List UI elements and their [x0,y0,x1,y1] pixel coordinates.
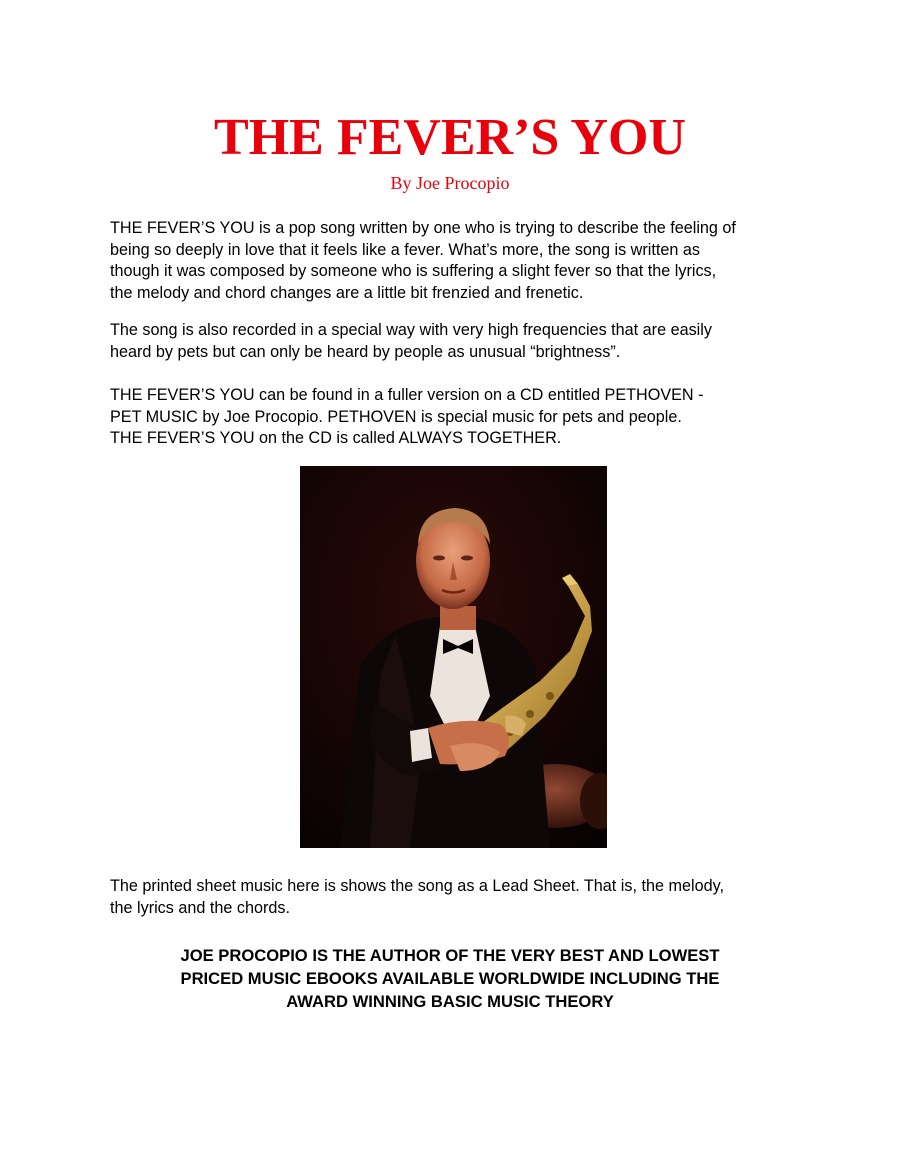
author-byline: By Joe Procopio [390,173,510,193]
intro-line: THE FEVER’S YOU is a pop song written by one who is trying to describe the feeling of [110,219,736,237]
cd-line: PET MUSIC by Joe Procopio. PETHOVEN is special music for pets and people. [110,407,682,426]
lead-sheet-paragraph [110,876,810,919]
cd-line: THE FEVER’S YOU can be found in a fuller version on a CD entitled PETHOVEN - [110,386,704,404]
recording-line: heard by pets but can only be heard by people as unusual “brightness”. [110,342,621,361]
recording-line: The song is also recorded in a special way with very high frequencies that are easily [110,321,712,339]
lead-sheet-line: The printed sheet music here is shows the song as a Lead Sheet. That is, the melody, [110,877,724,895]
cd-paragraph [110,385,810,450]
author-promo [0,944,900,1013]
intro-line: though it was composed by someone who is suffering a slight fever so that the lyrics, [110,262,717,281]
intro-line: being so deeply in love that it feels like a fever. What’s more, the song is written as [110,240,700,259]
promo-line: PRICED MUSIC EBOOKS AVAILABLE WORLDWIDE INCLUDING THE [180,969,720,988]
cd-line: THE FEVER’S YOU on the CD is called ALWAYS TOGETHER. [110,429,562,448]
promo-line: JOE PROCOPIO IS THE AUTHOR OF THE VERY BEST AND LOWEST [180,946,720,965]
document-title: THE FEVER’S YOU [214,109,686,166]
saxophonist-illustration [300,466,607,848]
saxophonist-photo [300,466,607,848]
promo-line: AWARD WINNING BASIC MUSIC THEORY [286,992,614,1011]
recording-paragraph [110,320,810,363]
intro-line: the melody and chord changes are a little bit frenzied and frenetic. [110,283,584,302]
intro-paragraph [110,218,810,304]
lead-sheet-line: the lyrics and the chords. [110,898,290,917]
